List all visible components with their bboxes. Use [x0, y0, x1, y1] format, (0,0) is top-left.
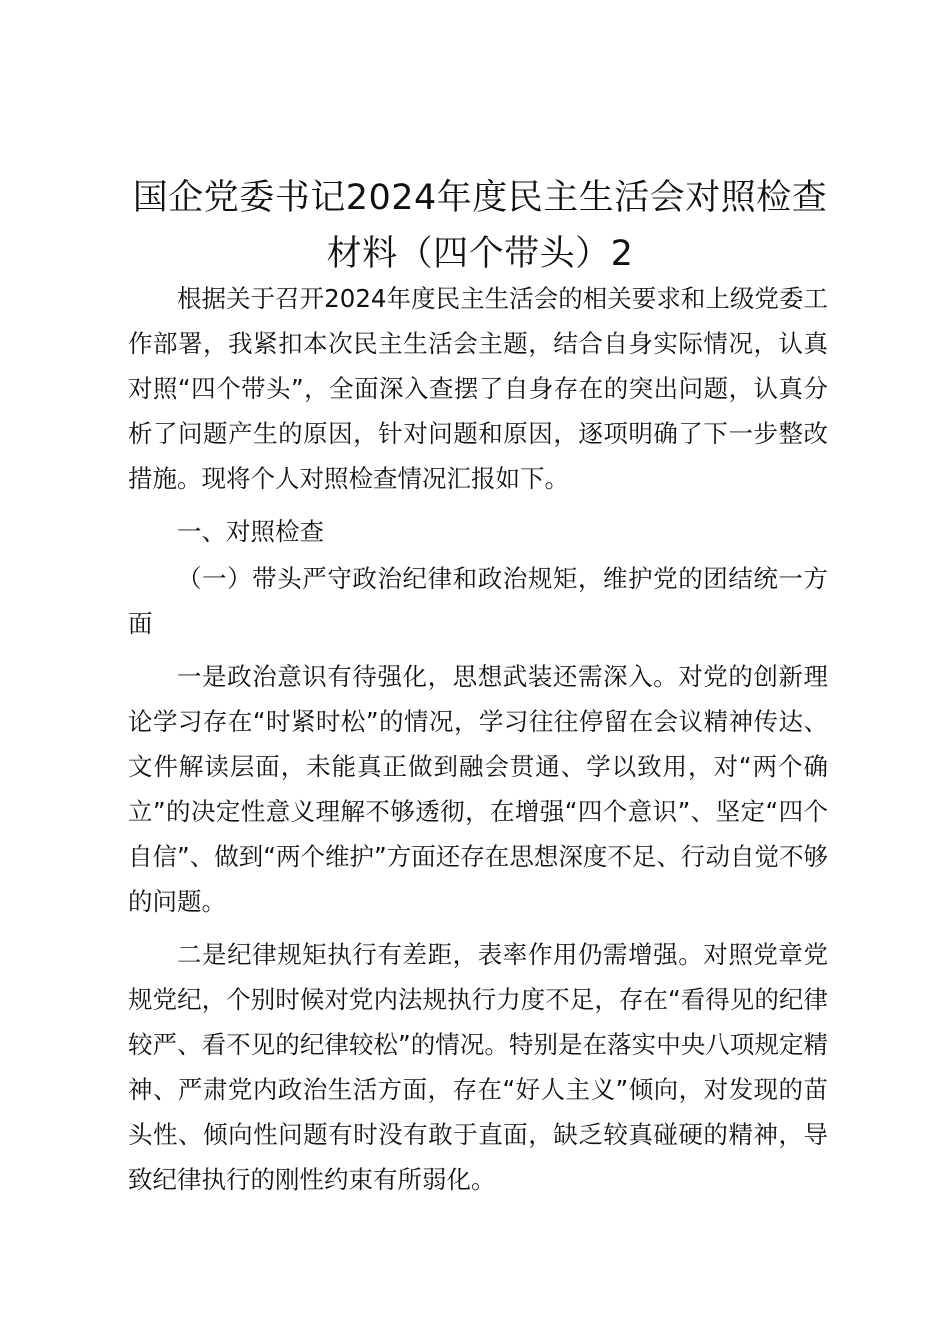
point-two-paragraph: 二是纪律规矩执行有差距，表率作用仍需增强。对照党章党规党纪，个别时候对党内法规执行力度不足，存在“看得见的纪律较严、看不见的纪律较松”的情况。特别是在落实中央八项规定精神、严肃党内政治生活方面，存在“好人主义”倾向，对发现的苗头性、倾向性问题有时没有敢于直面，缺乏较真碰硬的精神，导致纪律执行的刚性约束有所弱化。: [128, 940, 828, 1194]
document-title: 国企党委书记2024年度民主生活会对照检查材料（四个带头）2: [132, 178, 828, 274]
point-one-paragraph: 一是政治意识有待强化，思想武装还需深入。对党的创新理论学习存在“时紧时松”的情况，学习往往停留在会议精神传达、文件解读层面，未能真正做到融会贯通、学以致用，对“两个确立”的决定性意义理解不够透彻，在增强“四个意识”、坚定“四个自信”、做到“两个维护”方面还存在思想深度不足、行动自觉不够的问题。: [128, 662, 828, 916]
document-body: [128, 276, 828, 1202]
section-heading: 一、对照检查: [177, 517, 324, 546]
intro-paragraph: 根据关于召开2024年度民主生活会的相关要求和上级党委工作部署，我紧扣本次民主生活会主题，结合自身实际情况，认真对照“四个带头”，全面深入查摆了自身存在的突出问题，认真分析了问题产生的原因，针对问题和原因，逐项明确了下一步整改措施。现将个人对照检查情况汇报如下。: [128, 284, 828, 493]
subsection-heading: （一）带头严守政治纪律和政治规矩，维护党的团结统一方面: [128, 564, 828, 638]
